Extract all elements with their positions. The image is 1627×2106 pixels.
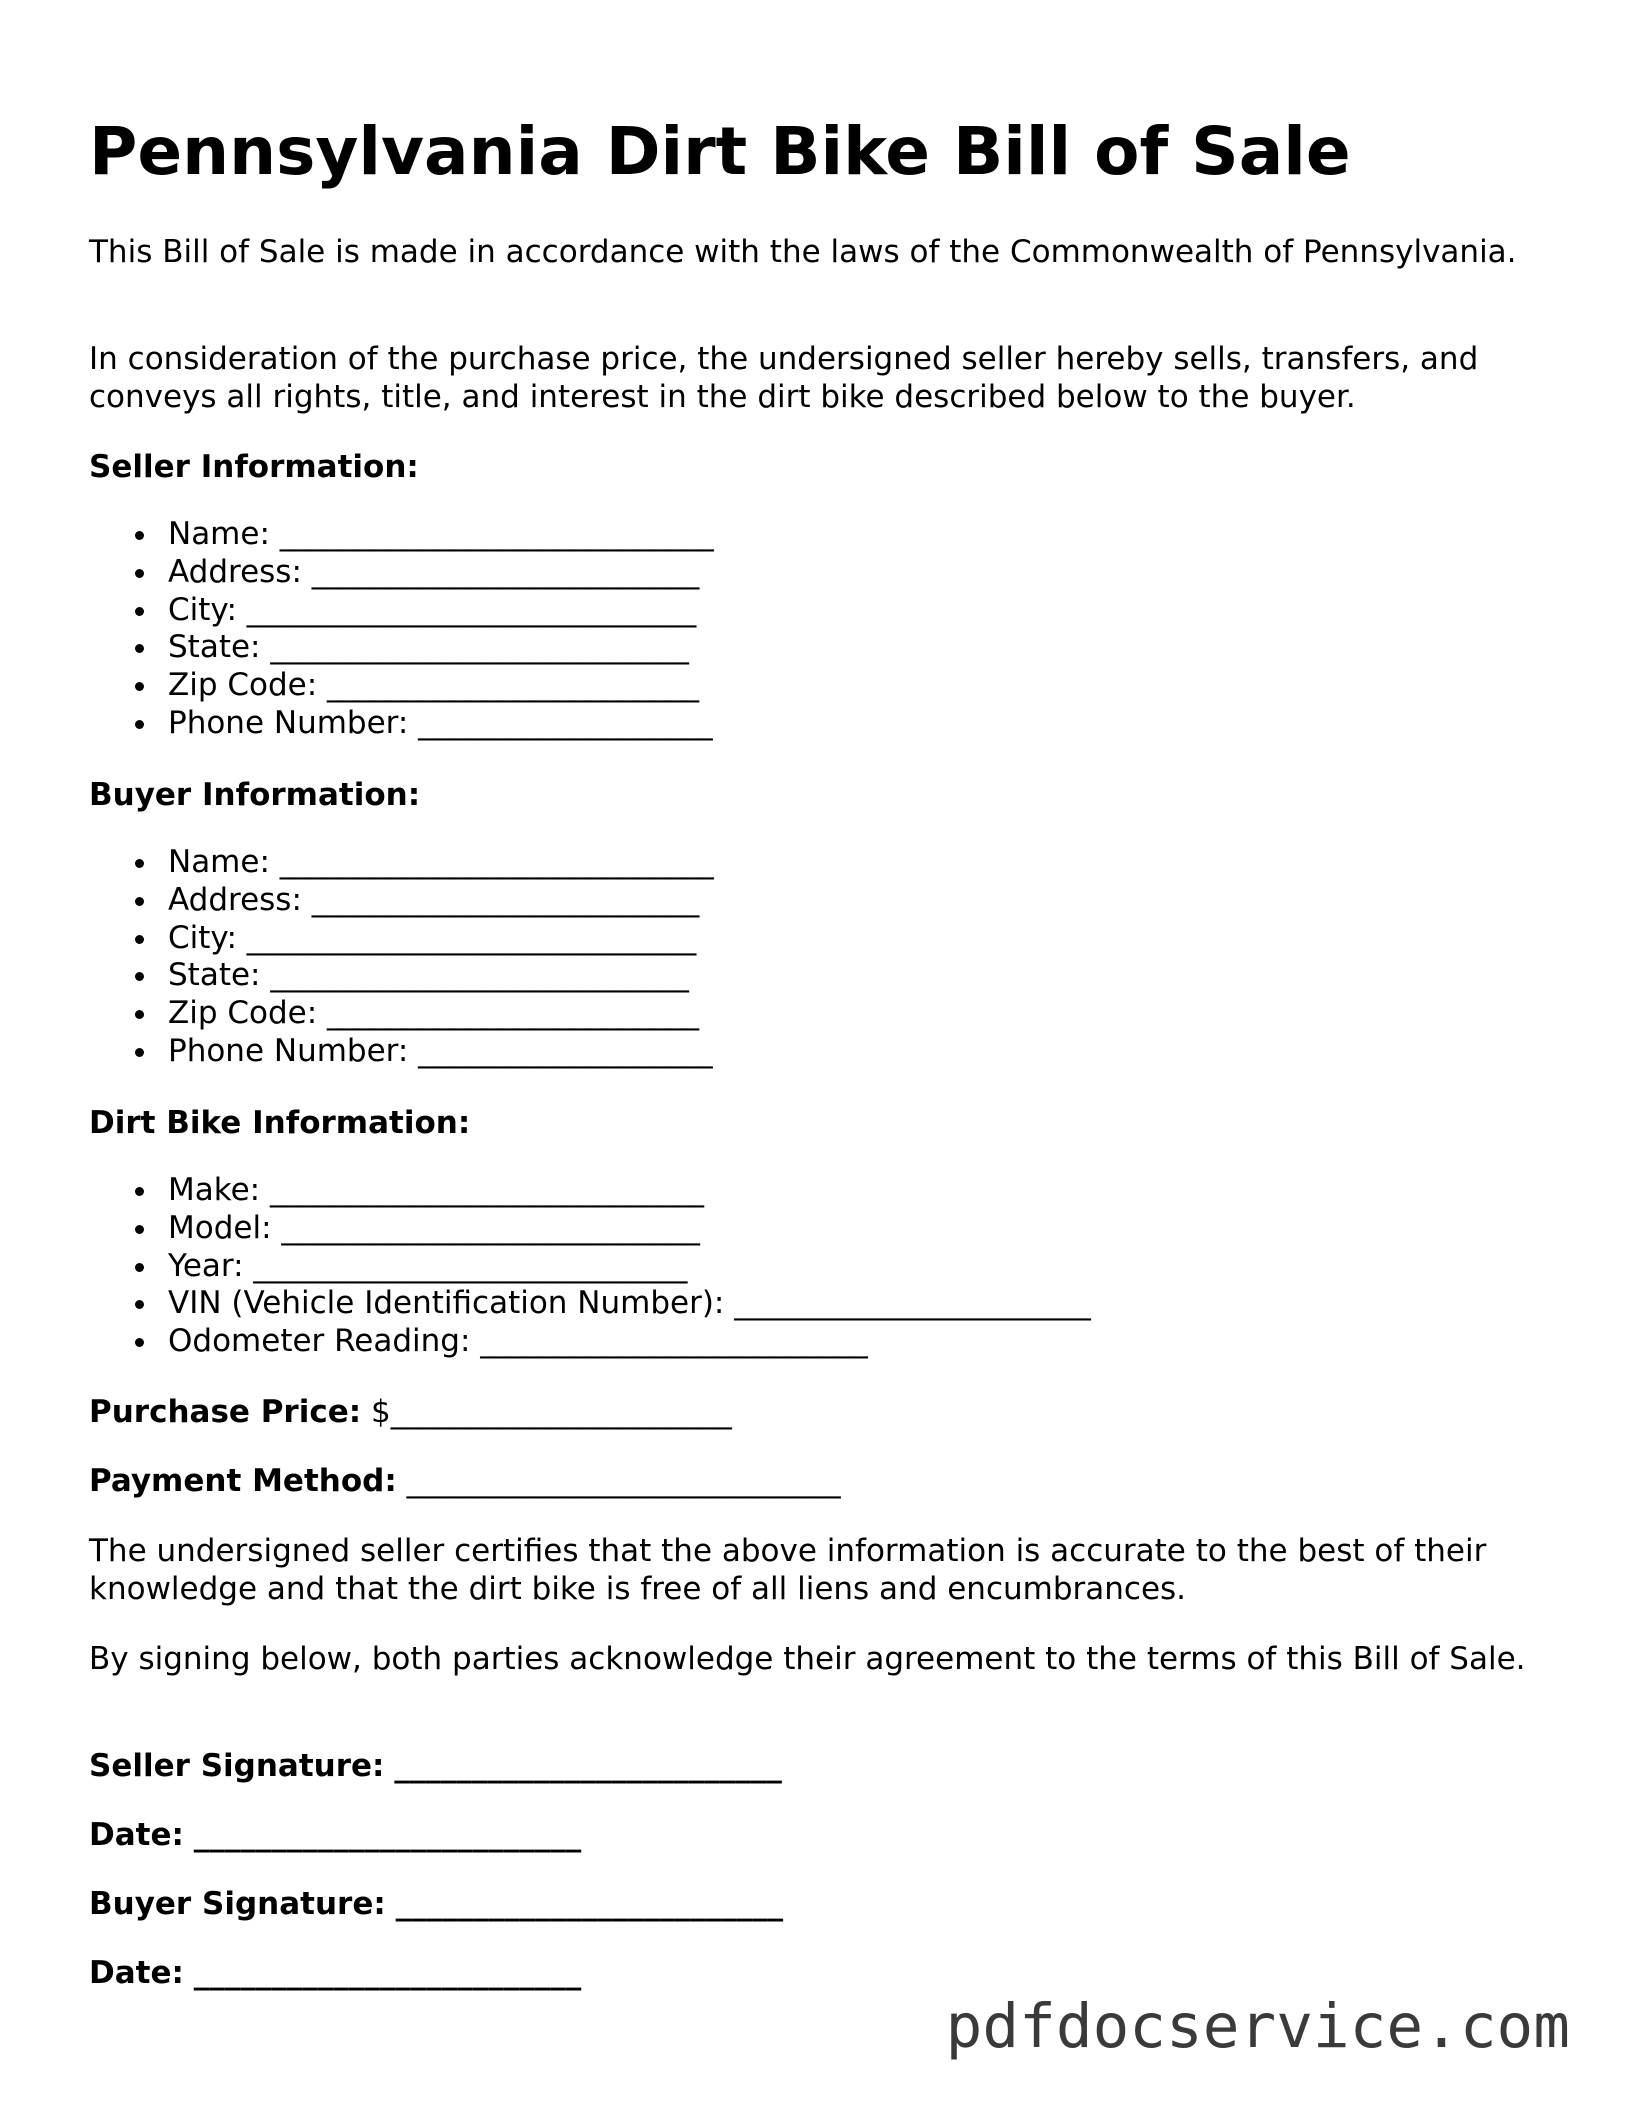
buyer-zip-field[interactable]: Zip Code: ________________________	[89, 995, 714, 1033]
buyer-signature-line[interactable]: _________________________	[395, 1886, 784, 1922]
document-title: Pennsylvania Dirt Bike Bill of Sale	[89, 113, 1351, 190]
payment-method-label: Payment Method:	[89, 1463, 397, 1499]
buyer-signature-label: Buyer Signature:	[89, 1886, 386, 1922]
purchase-price-label: Purchase Price:	[89, 1394, 362, 1430]
buyer-phone-field[interactable]: Phone Number: ___________________	[89, 1033, 714, 1071]
acknowledgement-paragraph: By signing below, both parties acknowledge their agreement to the terms of this Bill of Sale.	[89, 1641, 1526, 1677]
seller-name-field[interactable]: Name: ____________________________	[89, 516, 714, 554]
bike-make-field[interactable]: Make: ____________________________	[89, 1172, 1091, 1210]
seller-signature-label: Seller Signature:	[89, 1748, 385, 1784]
seller-state-field[interactable]: State: ___________________________	[89, 629, 714, 667]
seller-date-label: Date:	[89, 1817, 184, 1853]
buyer-state-field[interactable]: State: ___________________________	[89, 957, 714, 995]
buyer-city-field[interactable]: City: _____________________________	[89, 920, 714, 958]
watermark: pdfdocservice.com	[945, 1991, 1570, 2062]
buyer-date-label: Date:	[89, 1955, 184, 1991]
seller-info-heading: Seller Information:	[89, 449, 419, 485]
bike-info-heading: Dirt Bike Information:	[89, 1105, 471, 1141]
seller-date-line[interactable]: _________________________	[193, 1817, 582, 1853]
buyer-date-line[interactable]: _________________________	[193, 1955, 582, 1991]
buyer-info-heading: Buyer Information:	[89, 777, 421, 813]
purchase-price-row[interactable]	[89, 1393, 732, 1431]
bike-year-field[interactable]: Year: ____________________________	[89, 1248, 1091, 1286]
payment-method-row[interactable]	[89, 1462, 841, 1500]
bike-model-field[interactable]: Model: ___________________________	[89, 1210, 1091, 1248]
seller-signature-row[interactable]	[89, 1747, 782, 1785]
intro-paragraph-2: In consideration of the purchase price, the undersigned seller hereby sells, transfers, and conveys all rights, title, and interest in the dirt bike described below to the buyer.	[89, 341, 1479, 415]
seller-zip-field[interactable]: Zip Code: ________________________	[89, 667, 714, 705]
buyer-signature-row[interactable]	[89, 1885, 783, 1923]
buyer-address-field[interactable]: Address: _________________________	[89, 882, 714, 920]
seller-signature-line[interactable]: _________________________	[394, 1748, 782, 1784]
buyer-name-field[interactable]: Name: ____________________________	[89, 844, 714, 882]
seller-phone-field[interactable]: Phone Number: ___________________	[89, 705, 714, 743]
seller-date-row[interactable]	[89, 1816, 581, 1854]
buyer-info-list	[89, 844, 714, 1071]
intro-paragraph-1: This Bill of Sale is made in accordance with the laws of the Commonwealth of Pennsylvania.	[89, 234, 1517, 270]
bike-odometer-field[interactable]: Odometer Reading: _________________________	[89, 1323, 1091, 1361]
bike-vin-field[interactable]: VIN (Vehicle Identification Number): _______________________	[89, 1285, 1091, 1323]
bike-info-list	[89, 1172, 1091, 1361]
purchase-price-line[interactable]: $______________________	[371, 1394, 732, 1430]
seller-info-list	[89, 516, 714, 743]
seller-city-field[interactable]: City: _____________________________	[89, 592, 714, 630]
seller-address-field[interactable]: Address: _________________________	[89, 554, 714, 592]
payment-method-line[interactable]: ____________________________	[406, 1463, 841, 1499]
buyer-date-row[interactable]	[89, 1954, 581, 1992]
certification-paragraph: The undersigned seller certifies that the above information is accurate to the best of their knowledge and that the dirt bike is free of all liens and encumbrances.	[89, 1533, 1487, 1607]
